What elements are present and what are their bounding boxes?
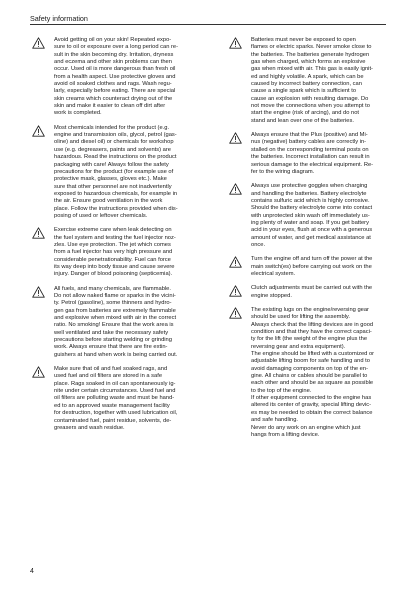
warning-text: Always ensure that the Plus (positive) and Mi- nus (negative) battery cables are correctly in- stalled on the corresponding terminal posts on the batteries. Incorrect installation can result in serious damage to the electrical equipment. Re- fer to the wiring diagram. (251, 132, 374, 175)
warning-item (229, 307, 409, 439)
warning-item (229, 37, 409, 125)
warning-triangle-icon (229, 132, 242, 144)
warning-triangle-icon (229, 285, 242, 297)
warning-item (32, 366, 212, 432)
warning-text: Avoid getting oil on your skin! Repeated expo- sure to oil or exposure over a long period can re- sult in the skin becoming dry. Irritation, dryness and eczema and other skin problems can then occur. Used oil is more dangerous than fresh oil from a health aspect. Use protective gloves and avoid oil soaked clothes and rags. Wash regu- larly, especially before eating. There are special skin creams which counteract drying out of the skin and make it easier to clean off dirt after work is completed. (54, 37, 179, 117)
warning-text: The existing lugs on the engine/reversing gear should be used for lifting the assembly. Always check that the lifting devices are in good condition and that they have the correct capaci- ty for the lift (the weight of the engine plus the reversing gear and extra equipment). The engine should be lifted with a customized or adjustable lifting boom for safe handling and to avoid damaging components on top of the en- gine. All chains or cables should be parallel to each other and should be as square as possible to the top of the engine. If other equipment connected to the engine has altered its center of gravity, special lifting devic- es may be needed to obtain the correct balance and safe handling. Never do any work on an engine which just hangs from a lifting device. (251, 307, 375, 438)
warning-text: Exercise extreme care when leak detecting on the fuel system and testing the fuel injector noz- zles. Use eye protection. The jet which comes from a fuel injector has very high pressure and considerable penetrationability. Fuel can force its way deep into body tissue and cause severe injury. Danger of blood poisoning (septicemia). (54, 227, 176, 278)
warning-triangle-icon (229, 256, 242, 268)
warning-item (32, 286, 212, 359)
warning-item (229, 256, 409, 278)
page-number: 4 (30, 568, 34, 575)
warning-item (32, 125, 212, 220)
warning-triangle-icon (32, 37, 45, 49)
warning-text: Always use protective goggles when charging and handling the batteries. Battery electrolyte contains sulfuric acid which is highly corrosive. Should the battery electrolyte come into contact with unprotected skin wash off immediately us- ing plenty of water and soap. If you get battery acid in your eyes, flush at once with a generous amount of water, and get medical assistance at once. (251, 183, 373, 248)
warning-triangle-icon (32, 125, 45, 137)
warning-item (229, 183, 409, 249)
warning-text: Clutch adjustments must be carried out with the engine stopped. (251, 285, 373, 299)
warning-item (32, 37, 212, 118)
warning-triangle-icon (32, 366, 45, 378)
left-column (32, 37, 212, 439)
right-column (229, 37, 409, 446)
warning-triangle-icon (229, 307, 242, 319)
warning-text: Batteries must never be exposed to open flames or electric sparks. Never smoke close to the batteries. The batteries generate hydrogen gas when charged, which forms an explosive gas when mixed with air. This gas is easily ignit- ed and highly volatile. A spark, which can be caused by incorrect battery connection, can cause a single spark which is sufficient to cause an explosion with resulting damage. Do not move the connections when you attempt to start the engine (risk of arcing), and do not stand and lean over one of the batteries. (251, 37, 373, 124)
warning-item (229, 132, 409, 176)
warning-text: Turn the engine off and turn off the power at the main switch(es) before carrying out work on the electrical system. (251, 256, 373, 277)
warning-triangle-icon (229, 183, 242, 195)
warning-item (229, 285, 409, 300)
page-header: Safety information (30, 14, 88, 23)
warning-triangle-icon (32, 227, 45, 239)
warning-text: Most chemicals intended for the product (e.g. engine and transmission oils, glycol, petrol (gas- oline) and diesel oil) or chemicals for workshop use (e.g. degreasers, paints and solvents) are hazardous. Read the instructions on the product packaging with care! Always follow the safety precautions for the product (for example use of protective mask, glasses, gloves etc.). Make sure that other personnel are not inadvertently exposed to hazardous chemicals, for example in the air. Ensure good ventilation in the work place. Follow the instructions provided when dis- posing of used or leftover chemicals. (54, 124, 178, 219)
warning-text: Make sure that oil and fuel soaked rags, and used fuel and oil filters are stored in a safe place. Rags soaked in oil can spontaneously ig- nite under certain circumstances. Used fuel and oil filters are polluting waste and must be hand- ed to an approved waste management facility for destruction, together with used lubrication oil, contaminated fuel, paint residue, solvents, de- greasers and wash residue. (54, 366, 178, 431)
warning-triangle-icon (229, 37, 242, 49)
warning-item (32, 227, 212, 278)
warning-triangle-icon (32, 286, 45, 298)
header-divider (30, 24, 386, 25)
warning-text: All fuels, and many chemicals, are flammable. Do not allow naked flame or sparks in the vicini- ty. Petrol (gasoline), some thinners and hydro- gen gas from batteries are extremely flammable and explosive when mixed with air in the correct ratio. No smoking! Ensure that the work area is well ventilated and take the necessary safety precautions before starting welding or grinding work. Always ensure that there are fire extin- guishers at hand when work is being carried out. (54, 285, 178, 358)
